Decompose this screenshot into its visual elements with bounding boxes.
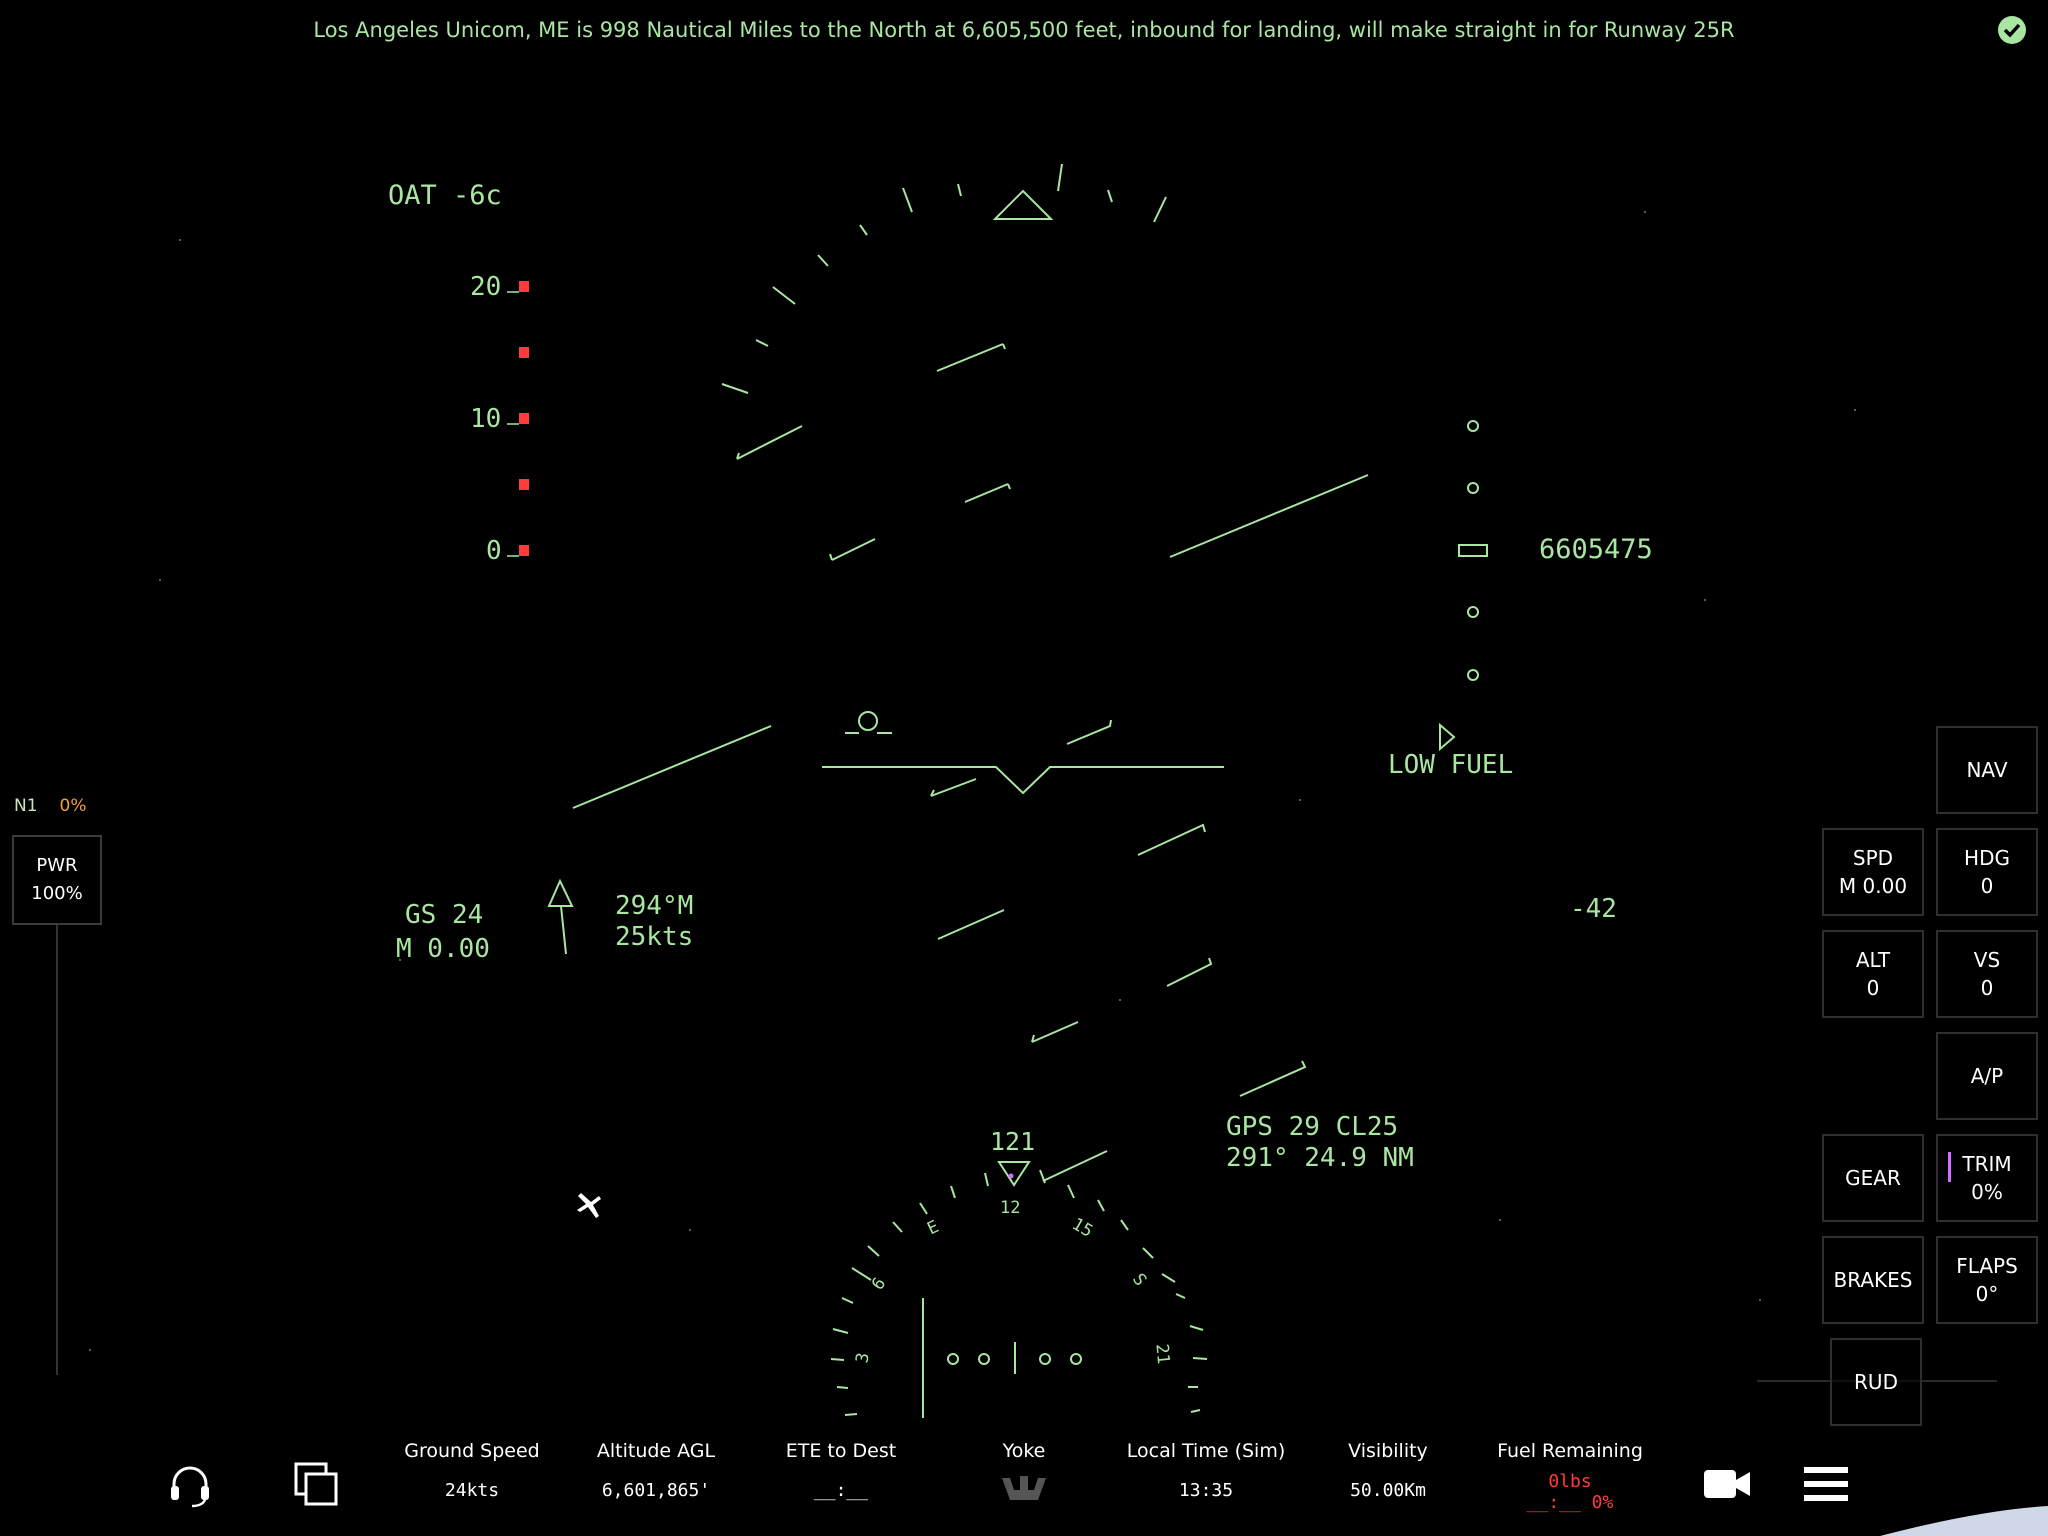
roll-tick [1154, 197, 1166, 222]
flaps-button[interactable] [1936, 1236, 2038, 1324]
compass-label: S [1127, 1270, 1151, 1290]
flaps-value: 0° [1975, 1282, 1999, 1306]
camera-icon[interactable] [1702, 1466, 1752, 1502]
altitude-button[interactable] [1822, 930, 1924, 1018]
local-time-field [1120, 1440, 1292, 1501]
fuel-lbs-value: 0lbs [1548, 1471, 1592, 1492]
heading-button[interactable] [1936, 828, 2038, 916]
ete-label: ETE to Dest [785, 1440, 897, 1462]
flaps-label: FLAPS [1956, 1254, 2018, 1278]
low-fuel-warning: LOW FUEL [1388, 750, 1514, 780]
roll-tick [860, 225, 867, 235]
n1-value: 0% [59, 796, 87, 816]
compass-label: 6 [867, 1274, 891, 1294]
power-value: 100% [31, 883, 83, 904]
gps-course: GPS 29 CL25 [1226, 1112, 1399, 1142]
pitch-line [931, 779, 976, 796]
heading-value: 0 [1980, 874, 1994, 898]
trim-indicator [1948, 1152, 1951, 1182]
yoke-field[interactable] [974, 1440, 1074, 1504]
yoke-icon [998, 1474, 1050, 1504]
visibility-label: Visibility [1348, 1440, 1428, 1462]
autopilot-label: A/P [1970, 1064, 2004, 1088]
horizon-line [573, 726, 771, 808]
brakes-button[interactable] [1822, 1236, 1924, 1324]
local-time-value: 13:35 [1178, 1480, 1234, 1501]
heading-readout: 121 [990, 1127, 1036, 1156]
trim-button[interactable] [1936, 1134, 2038, 1222]
pitch-line [965, 484, 1008, 502]
visibility-field [1330, 1440, 1446, 1501]
alt-box [1459, 545, 1487, 556]
compass-label: 21 [1151, 1342, 1174, 1366]
nav-label: NAV [1966, 758, 2008, 782]
pitch-line [1043, 1151, 1107, 1181]
alt-tick [1468, 607, 1478, 617]
pitch-line [737, 426, 802, 459]
groundspeed-readout: GS 24 [405, 900, 484, 930]
heading-label: HDG [1964, 846, 2010, 870]
compass-label: 12 [1000, 1198, 1021, 1218]
alt-tick [1468, 483, 1478, 493]
ground-speed-label: Ground Speed [404, 1440, 540, 1462]
roll-tick [722, 384, 748, 393]
vs-value: 0 [1980, 976, 1994, 1000]
autopilot-button[interactable] [1936, 1032, 2038, 1120]
ete-field [770, 1440, 912, 1501]
pitch-marker [519, 479, 529, 490]
menu-icon[interactable] [1802, 1464, 1850, 1504]
vs-label: VS [1973, 948, 2001, 972]
local-time-label: Local Time (Sim) [1126, 1440, 1286, 1462]
nav-button[interactable] [1936, 726, 2038, 814]
pitch-label: 0 [486, 536, 502, 566]
visibility-value: 50.00Km [1350, 1480, 1426, 1501]
atc-message: Los Angeles Unicom, ME is 998 Nautical Miles to the North at 6,605,500 feet, inbound for landing, will make straight in for Runway 25R [313, 18, 1735, 42]
wind-speed: 25kts [615, 922, 694, 952]
pitch-marker [519, 545, 529, 556]
speed-label: SPD [1852, 846, 1894, 870]
trim-label: TRIM [1962, 1152, 2012, 1176]
fuel-remaining-label: Fuel Remaining [1497, 1440, 1643, 1462]
throttle-slider[interactable] [56, 925, 58, 1375]
pitch-line [832, 539, 875, 560]
heading-marker [999, 1162, 1029, 1185]
oat-readout: OAT -6c [388, 180, 502, 211]
headset-icon[interactable] [166, 1460, 214, 1508]
heading-bug [1009, 1174, 1014, 1179]
pitch-line [1167, 958, 1211, 986]
mach-readout: M 0.00 [396, 934, 490, 964]
altitude-readout: 6605475 [1539, 534, 1653, 565]
roll-tick [1058, 164, 1062, 191]
n1-indicator [14, 796, 87, 816]
pitch-line [1067, 720, 1111, 744]
wind-arrow [549, 881, 572, 906]
alt-tick [1468, 670, 1478, 680]
pitch-label: 10 [470, 404, 502, 434]
pitch-line [1032, 1022, 1078, 1042]
pitch-line [1240, 1061, 1305, 1096]
trim-value: 0% [1971, 1180, 2003, 1204]
compass-label: 3 [852, 1351, 874, 1365]
earth-horizon [1880, 1500, 2048, 1536]
aircraft-reference [822, 767, 1224, 793]
gear-button[interactable] [1822, 1134, 1924, 1222]
roll-tick [1108, 190, 1112, 202]
roll-pointer [995, 191, 1051, 219]
roll-tick [756, 340, 768, 346]
speed-button[interactable] [1822, 828, 1924, 916]
altitude-agl-field [578, 1440, 734, 1501]
power-button[interactable] [12, 835, 102, 925]
pitch-marker [519, 281, 529, 292]
ground-speed-field [392, 1440, 552, 1501]
compass-label: E [924, 1216, 942, 1240]
alt-tick [1468, 421, 1478, 431]
yoke-label: Yoke [1002, 1440, 1046, 1462]
brakes-label: BRAKES [1833, 1268, 1913, 1292]
pitch-line [938, 910, 1004, 939]
flight-path-marker [859, 712, 877, 730]
fuel-time-value: __:__ 0% [1526, 1492, 1614, 1513]
n1-label: N1 [14, 796, 38, 816]
roll-tick [958, 184, 961, 196]
ground-speed-value: 24kts [444, 1480, 500, 1501]
altitude-agl-label: Altitude AGL [596, 1440, 716, 1462]
pitch-line [937, 344, 1003, 371]
altitude-agl-value: 6,601,865' [601, 1480, 711, 1501]
vertical-speed-button[interactable] [1936, 930, 2038, 1018]
gear-label: GEAR [1845, 1166, 1901, 1190]
wind-direction: 294°M [615, 891, 694, 921]
pitch-marker [519, 413, 529, 424]
fuel-remaining-field [1494, 1440, 1646, 1514]
roll-tick [903, 188, 912, 212]
roll-tick [773, 287, 795, 304]
gps-distance: 291° 24.9 NM [1226, 1143, 1414, 1173]
altitude-label: ALT [1855, 948, 1891, 972]
vertical-speed-readout: -42 [1570, 894, 1617, 924]
altitude-value: 0 [1866, 976, 1880, 1000]
pitch-marker [519, 347, 529, 358]
copy-windows-icon[interactable] [292, 1460, 342, 1510]
speed-value: M 0.00 [1838, 874, 1908, 898]
pitch-label: 20 [470, 272, 502, 302]
horizon-line [1170, 475, 1368, 557]
ete-value: __:__ [813, 1480, 869, 1501]
pitch-line [1138, 825, 1205, 855]
airplane-icon [572, 1190, 606, 1224]
rudder-button[interactable] [1830, 1338, 1922, 1426]
rudder-label: RUD [1854, 1370, 1898, 1394]
power-label: PWR [36, 855, 78, 876]
roll-tick [818, 255, 828, 266]
alt-pointer [1440, 725, 1454, 749]
compass-label: 15 [1068, 1214, 1097, 1242]
